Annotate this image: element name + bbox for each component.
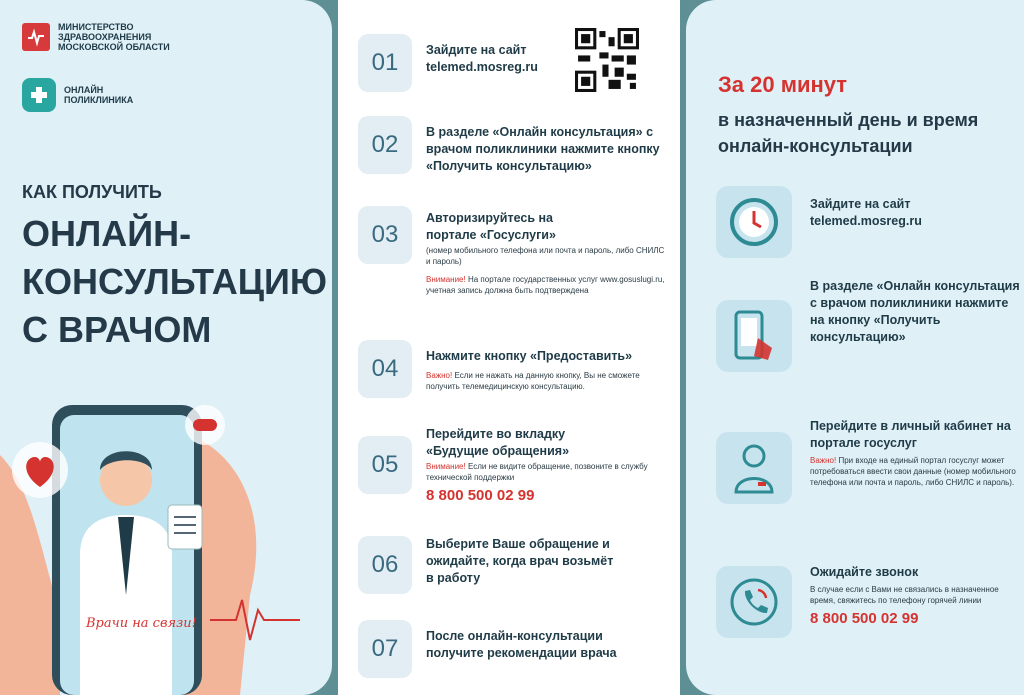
- step-title: Перейдите во вкладку «Будущие обращения»: [426, 427, 570, 458]
- title-small: КАК ПОЛУЧИТЬ: [22, 182, 162, 202]
- clinic-logo-row: [22, 78, 164, 112]
- qr-code-icon: [575, 28, 639, 92]
- step-number: 02: [358, 116, 412, 174]
- warning-text: Если не видите обращение, позвоните в службу технической поддержки: [426, 462, 648, 482]
- step-number: 01: [358, 34, 412, 92]
- step-warning: [426, 371, 666, 392]
- phone-touch-icon: [716, 300, 792, 372]
- warning-label: Внимание!: [426, 462, 466, 471]
- hotline-phone: 8 800 500 02 99: [810, 610, 919, 627]
- step-title: В разделе «Онлайн консультация» с врачом поликлиники нажмите кнопку «Получить консультацию»: [426, 125, 660, 173]
- ministry-name: МИНИСТЕРСТВО ЗДРАВООХРАНЕНИЯ МОСКОВСКОЙ ОБЛАСТИ: [58, 22, 170, 52]
- warning-text: Если не нажать на данную кнопку, Вы не сможете получить телемедицинскую консультацию.: [426, 371, 640, 391]
- step-number: 04: [358, 340, 412, 398]
- warning-label: Внимание!: [426, 275, 466, 284]
- item-title: Ожидайте звонок: [810, 565, 919, 579]
- ministry-logo-row: [22, 22, 188, 52]
- page-title: [22, 210, 328, 354]
- step-number: 03: [358, 206, 412, 264]
- clock-icon: [716, 186, 792, 258]
- doctor-icon: [716, 432, 792, 504]
- support-phone: 8 800 500 02 99: [426, 487, 535, 504]
- doctor-phone-illustration: [0, 395, 332, 695]
- title-line-1: ОНЛАЙН-: [22, 213, 192, 254]
- slogan-text: Врачи на связи!: [86, 616, 197, 631]
- subheadline: в назначенный день и время онлайн-консультации: [718, 110, 979, 156]
- step-note: (номер мобильного телефона или почта и пароль, либо СНИЛС и пароль): [426, 246, 665, 266]
- warning-text: На портале государственных услуг www.gosuslugi.ru, учетная запись должна быть подтверждена: [426, 275, 665, 295]
- left-panel: [0, 0, 332, 695]
- ministry-emblem-icon: [22, 23, 50, 51]
- item-warning: [810, 455, 1020, 488]
- phone-call-icon: [716, 566, 792, 638]
- item-note: В случае если с Вами не связались в назначенное время, свяжитесь по телефону горячей линии: [810, 585, 999, 605]
- step-title: Зайдите на сайт telemed.mosreg.ru: [426, 43, 538, 74]
- item-title: Зайдите на сайт telemed.mosreg.ru: [810, 197, 922, 228]
- step-title: Нажмите кнопку «Предоставить»: [426, 349, 633, 363]
- steps-panel: [338, 0, 680, 695]
- right-panel: [686, 0, 1024, 695]
- medical-cross-icon: [22, 78, 56, 112]
- warning-label: Важно!: [810, 456, 837, 465]
- step-warning: [426, 275, 666, 296]
- step-number: 07: [358, 620, 412, 678]
- step-title: Авторизируйтесь на портале «Госуслуги»: [426, 211, 556, 242]
- step-title: После онлайн-консультации получите рекомендации врача: [426, 629, 617, 660]
- step-title: Выберите Ваше обращение и ожидайте, когда врач возьмёт в работу: [426, 537, 614, 585]
- step-number: 06: [358, 536, 412, 594]
- warning-text: При входе на единый портал госуслуг может потребоваться ввести свои данные (номер мобильного телефона или почта и пароль, либо СНИЛС и пароль).: [810, 456, 1016, 487]
- step-number: 05: [358, 436, 412, 494]
- warning-label: Важно!: [426, 371, 453, 380]
- title-line-3: С ВРАЧОМ: [22, 309, 212, 350]
- headline: За 20 минут: [718, 72, 848, 97]
- step-warning: [426, 462, 666, 483]
- item-title: В разделе «Онлайн консультация с врачом поликлиники нажмите на кнопку «Получить консультацию»: [810, 279, 1020, 344]
- title-line-2: КОНСУЛЬТАЦИЮ: [22, 261, 328, 302]
- item-title: Перейдите в личный кабинет на портале госуслуг: [810, 419, 1011, 450]
- clinic-name: ОНЛАЙН ПОЛИКЛИНИКА: [64, 85, 134, 105]
